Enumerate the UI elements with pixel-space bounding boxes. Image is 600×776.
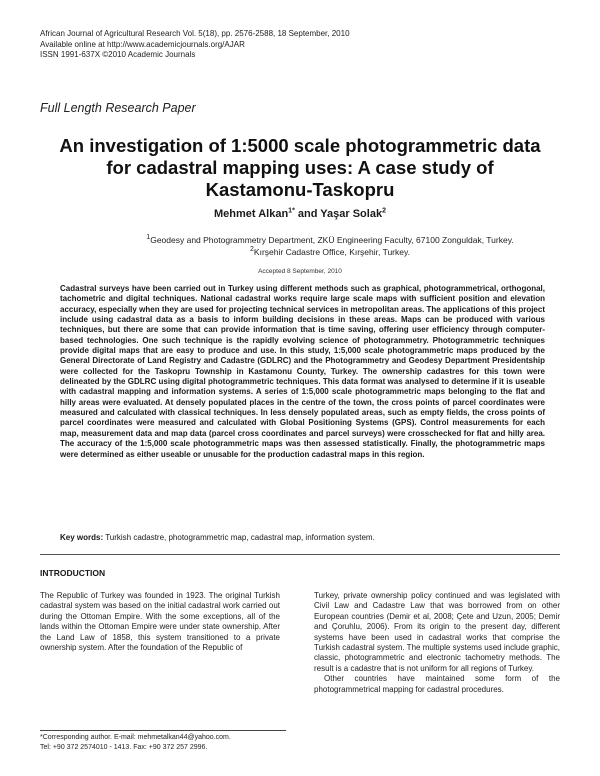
footnote-phone: Tel: +90 372 2574010 - 1413. Fax: +90 372 257 2996.: [40, 743, 208, 751]
title-line-2: for cadastral mapping uses: A case study of: [106, 157, 494, 178]
section-divider: [40, 554, 560, 555]
journal-url: Available online at http://www.academicjournals.org/AJAR: [40, 39, 245, 49]
keywords-label: Key words:: [60, 533, 104, 542]
abstract: Cadastral surveys have been carried out in Turkey using different methods such as graphical, photogrammetrical, orthogonal, tachometric and digital techniques. National cadastral works require large scale maps with sufficient position and elevation accuracy, especially when they are used for projecting technical services in metropolitan areas. The applications of this project include using cadastral data as a basis to inform building decisions in these areas. Maps can be produced with various techniques, but there are some that can provide information that is time saving, offering user efficiency through computer-based technologies. One such technique is the rapidly evolving science of photogrammetry. Photogrammetric techniques provide digital maps that are easy to produce and use. In this study, 1:5,000 scale photogrammetric maps produced by the General Directorate of Land Registry and Cadastre (GDLRC) and the Photogrammetry and Geodesy Department Presidentship were collected for the Taskopru Township in Kastamonu County, Turkey. The ownership cadastres for this town were delineated by the GDLRC using digital photogrammetric techniques. This data format was analysed to determine if it is useable with cadastral mapping and information systems. A series of 1:5,000 scale photogrammetric maps belonging to the flat and hilly areas were evaluated. At densely populated places in the centre of the town, the cross points of parcel coordinates were measured and calculated with classical techniques. In less densely populated areas, such as empty fields, the cross points of parcel coordinates were measured and calculated with Global Positioning Systems (GPS). Control measurements for each map, measurement data and map data (parcel cross coordinates and parcel surveys) were crosschecked for flat and hilly area. The accuracy of the 1:5,000 scale photogrammetric maps was then assessed statistically. Finally, the photogrammetric maps were determined as either useable or unusable for the production cadastral maps in this region.: [60, 284, 545, 459]
paper-type: Full Length Research Paper: [40, 101, 196, 115]
affiliation: $^2$Kırşehir Cadastre Office, Kırşehir, Turkey.: [250, 246, 410, 257]
keywords: [60, 533, 550, 542]
author-separator: and: [294, 208, 321, 220]
affiliation: $^1$Geodesy and Photogrammetry Department, ZKÜ Engineering Faculty, 67100 Zonguldak, Turkey.: [146, 234, 514, 245]
footnote-rule: [40, 730, 286, 731]
author-name: Mehmet Alkan: [214, 208, 289, 220]
accepted-date: Accepted 8 September, 2010: [258, 268, 342, 275]
author-affiliation-marker: 1*: [288, 207, 295, 215]
paragraph: Other countries have maintained some form of the photogrammetrical mapping for cadastral procedures.: [314, 674, 560, 694]
paper-title: [20, 135, 580, 201]
intro-left-column: The Republic of Turkey was founded in 1923. The original Turkish cadastral system was based on the initial cadastral work carried out during the Ottoman Empire. With the some exceptions, all of the lands within the Ottoman Empire were under state ownership. After the Land Law of 1858, this system transitioned to a private ownership system. After the foundation of the Republic of: [40, 591, 280, 653]
author-list: [0, 208, 600, 220]
journal-header: [40, 29, 350, 61]
section-heading: INTRODUCTION: [40, 568, 106, 578]
author-affiliation-marker: 2: [382, 207, 386, 215]
paragraph: Turkey, private ownership policy continued and was legislated with Civil Law and Cadastre Law that was borrowed from on other European countries (Demir et al, 2008; Çete and Uzun, 2005; Demir and Çoruhlu, 2006). From its origin to the present day, different systems have been used in cadastral works that comprise the Turkish cadastral system. The multiple systems used include graphic, classic, photogrammetric and electronic tachometry methods. The result is a cadastre that is not uniform for all regions of Turkey.: [314, 591, 560, 673]
intro-right-column: [314, 591, 560, 695]
title-line-3: Kastamonu-Taskopru: [205, 179, 395, 200]
keywords-text: Turkish cadastre, photogrammetric map, cadastral map, information system.: [103, 533, 375, 542]
footnote-email: *Corresponding author. E-mail: mehmetalkan44@yahoo.com.: [40, 734, 231, 741]
affiliations: [0, 234, 600, 258]
author-name: Yaşar Solak: [320, 208, 383, 220]
title-line-1: An investigation of 1:5000 scale photogrammetric data: [59, 135, 541, 156]
footnote: [40, 733, 231, 752]
journal-issn: ISSN 1991-637X ©2010 Academic Journals: [40, 50, 196, 59]
journal-citation: African Journal of Agricultural Research Vol. 5(18), pp. 2576-2588, 18 September, 2010: [40, 29, 350, 38]
